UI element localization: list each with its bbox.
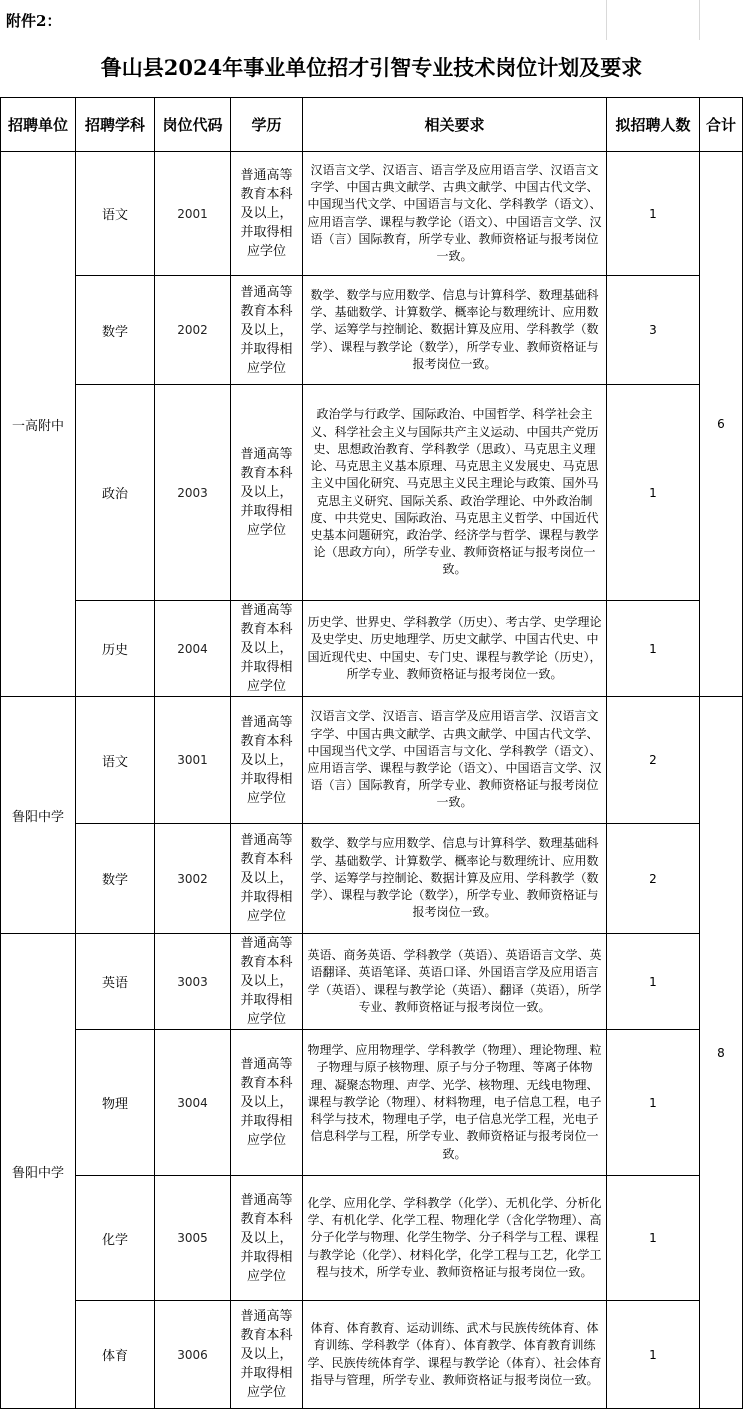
code-cell: 3006 (155, 1301, 231, 1409)
header-subject: 招聘学科 (76, 98, 155, 152)
table-row (1, 1176, 743, 1301)
header-bar (0, 0, 743, 40)
count-cell: 1 (607, 1301, 700, 1409)
code-cell: 3005 (155, 1176, 231, 1301)
education-cell: 普通高等教育本科及以上，并取得相应学位 (231, 152, 303, 276)
header-unit: 招聘单位 (1, 98, 76, 152)
count-cell: 1 (607, 385, 700, 601)
annex-label: 附件2： (6, 12, 62, 30)
requirements-cell: 物理学、应用物理学、学科教学（物理）、理论物理、粒子物理与原子核物理、原子与分子物理、等离子体物理、凝聚态物理、声学、光学、核物理、无线电物理、课程与教学论（物理）、材料物理，电子信息工程，电子科学与技术，物理电子学，电子信息光学工程，光电子信息科学与工程，所学专业、教师资格证与报考岗位一致。 (303, 1030, 607, 1176)
education-cell: 普通高等教育本科及以上，并取得相应学位 (231, 697, 303, 824)
recruitment-table (0, 97, 743, 1409)
unit-cell: 鲁阳中学 (1, 697, 76, 934)
requirements-cell: 体育、体育教育、运动训练、武术与民族传统体育、体育训练、学科教学（体育）、体育教学、体育教育训练学、民族传统体育学、课程与教学论（体育）、社会体育指导与管理，所学专业、教师资格证与报考岗位一致。 (303, 1301, 607, 1409)
education-cell: 普通高等教育本科及以上，并取得相应学位 (231, 276, 303, 385)
code-cell: 2001 (155, 152, 231, 276)
code-cell: 2003 (155, 385, 231, 601)
education-cell: 普通高等教育本科及以上，并取得相应学位 (231, 601, 303, 697)
subject-cell: 体育 (76, 1301, 155, 1409)
header-requirements: 相关要求 (303, 98, 607, 152)
count-cell: 1 (607, 1030, 700, 1176)
subject-cell: 化学 (76, 1176, 155, 1301)
table-row (1, 824, 743, 934)
requirements-cell: 历史学、世界史、学科教学（历史）、考古学、史学理论及史学史、历史地理学、历史文献学、中国古代史、中国近现代史、中国史、专门史、课程与教学论（历史），所学专业、教师资格证与报考岗位一致。 (303, 601, 607, 697)
subject-cell: 历史 (76, 601, 155, 697)
table-row (1, 385, 743, 601)
total-cell: 8 (700, 697, 743, 1409)
code-cell: 3002 (155, 824, 231, 934)
subject-cell: 物理 (76, 1030, 155, 1176)
header-code: 岗位代码 (155, 98, 231, 152)
table-row (1, 697, 743, 824)
requirements-cell: 汉语言文学、汉语言、语言学及应用语言学、汉语言文字学、中国古典文献学、古典文献学、中国古代文学、中国现当代文学、中国语言与文化、学科教学（语文）、应用语言学、课程与教学论（语文）、中国语言文学、汉语（言）国际教育，所学专业、教师资格证与报考岗位一致。 (303, 697, 607, 824)
education-cell: 普通高等教育本科及以上，并取得相应学位 (231, 385, 303, 601)
grid-line (699, 0, 700, 40)
table-row (1, 934, 743, 1030)
header-row (1, 98, 743, 152)
table-row (1, 601, 743, 697)
subject-cell: 语文 (76, 697, 155, 824)
requirements-cell: 化学、应用化学、学科教学（化学）、无机化学、分析化学、有机化学、化学工程、物理化学（含化学物理）、高分子化学与物理、化学生物学、分子科学与工程、课程与教学论（化学）、材料化学，化学工程与工艺，化学工程与技术，所学专业、教师资格证与报考岗位一致。 (303, 1176, 607, 1301)
requirements-cell: 汉语言文学、汉语言、语言学及应用语言学、汉语言文字学、中国古典文献学、古典文献学、中国古代文学、中国现当代文学、中国语言与文化、学科教学（语文）、应用语言学、课程与教学论（语文）、中国语言文学、汉语（言）国际教育，所学专业、教师资格证与报考岗位一致。 (303, 152, 607, 276)
code-cell: 3003 (155, 934, 231, 1030)
subject-cell: 数学 (76, 824, 155, 934)
count-cell: 1 (607, 152, 700, 276)
total-cell: 6 (700, 152, 743, 697)
count-cell: 1 (607, 601, 700, 697)
grid-line (606, 0, 607, 40)
document-title: 鲁山县2024年事业单位招才引智专业技术岗位计划及要求 (100, 55, 643, 80)
table-row (1, 276, 743, 385)
table-row (1, 1030, 743, 1176)
header-count: 拟招聘人数 (607, 98, 700, 152)
education-cell: 普通高等教育本科及以上，并取得相应学位 (231, 934, 303, 1030)
subject-cell: 政治 (76, 385, 155, 601)
count-cell: 3 (607, 276, 700, 385)
code-cell: 3001 (155, 697, 231, 824)
requirements-cell: 政治学与行政学、国际政治、中国哲学、科学社会主义、科学社会主义与国际共产主义运动、中国共产党历史、思想政治教育、学科教学（思政）、马克思主义理论、马克思主义基本原理、马克思主义发展史、马克思主义中国化研究、马克思主义民主理论与政策、国外马克思主义研究、国际关系、政治学理论、中外政治制度、中共党史、国际政治、马克思主义哲学、中国近代史基本问题研究，政治学、经济学与哲学、课程与教学论（思政方向），所学专业、教师资格证与报考岗位一致。 (303, 385, 607, 601)
subject-cell: 英语 (76, 934, 155, 1030)
count-cell: 2 (607, 697, 700, 824)
subject-cell: 语文 (76, 152, 155, 276)
unit-cell: 一高附中 (1, 152, 76, 697)
header-total: 合计 (700, 98, 743, 152)
education-cell: 普通高等教育本科及以上，并取得相应学位 (231, 1301, 303, 1409)
education-cell: 普通高等教育本科及以上，并取得相应学位 (231, 1176, 303, 1301)
code-cell: 3004 (155, 1030, 231, 1176)
education-cell: 普通高等教育本科及以上，并取得相应学位 (231, 824, 303, 934)
count-cell: 1 (607, 934, 700, 1030)
code-cell: 2002 (155, 276, 231, 385)
subject-cell: 数学 (76, 276, 155, 385)
requirements-cell: 数学、数学与应用数学、信息与计算科学、数理基础科学、基础数学、计算数学、概率论与数理统计、应用数学、运筹学与控制论、数据计算及应用、学科教学（数学）、课程与教学论（数学），所学专业、教师资格证与报考岗位一致。 (303, 824, 607, 934)
count-cell: 1 (607, 1176, 700, 1301)
table-row (1, 152, 743, 276)
header-education: 学历 (231, 98, 303, 152)
requirements-cell: 英语、商务英语、学科教学（英语）、英语语言文学、英语翻译、英语笔译、英语口译、外国语言学及应用语言学（英语）、课程与教学论（英语）、翻译（英语），所学专业、教师资格证与报考岗位一致。 (303, 934, 607, 1030)
table-row (1, 1301, 743, 1409)
code-cell: 2004 (155, 601, 231, 697)
unit-cell: 鲁阳中学 (1, 934, 76, 1409)
requirements-cell: 数学、数学与应用数学、信息与计算科学、数理基础科学、基础数学、计算数学、概率论与数理统计、应用数学、运筹学与控制论、数据计算及应用、学科教学（数学）、课程与教学论（数学），所学专业、教师资格证与报考岗位一致。 (303, 276, 607, 385)
education-cell: 普通高等教育本科及以上，并取得相应学位 (231, 1030, 303, 1176)
count-cell: 2 (607, 824, 700, 934)
